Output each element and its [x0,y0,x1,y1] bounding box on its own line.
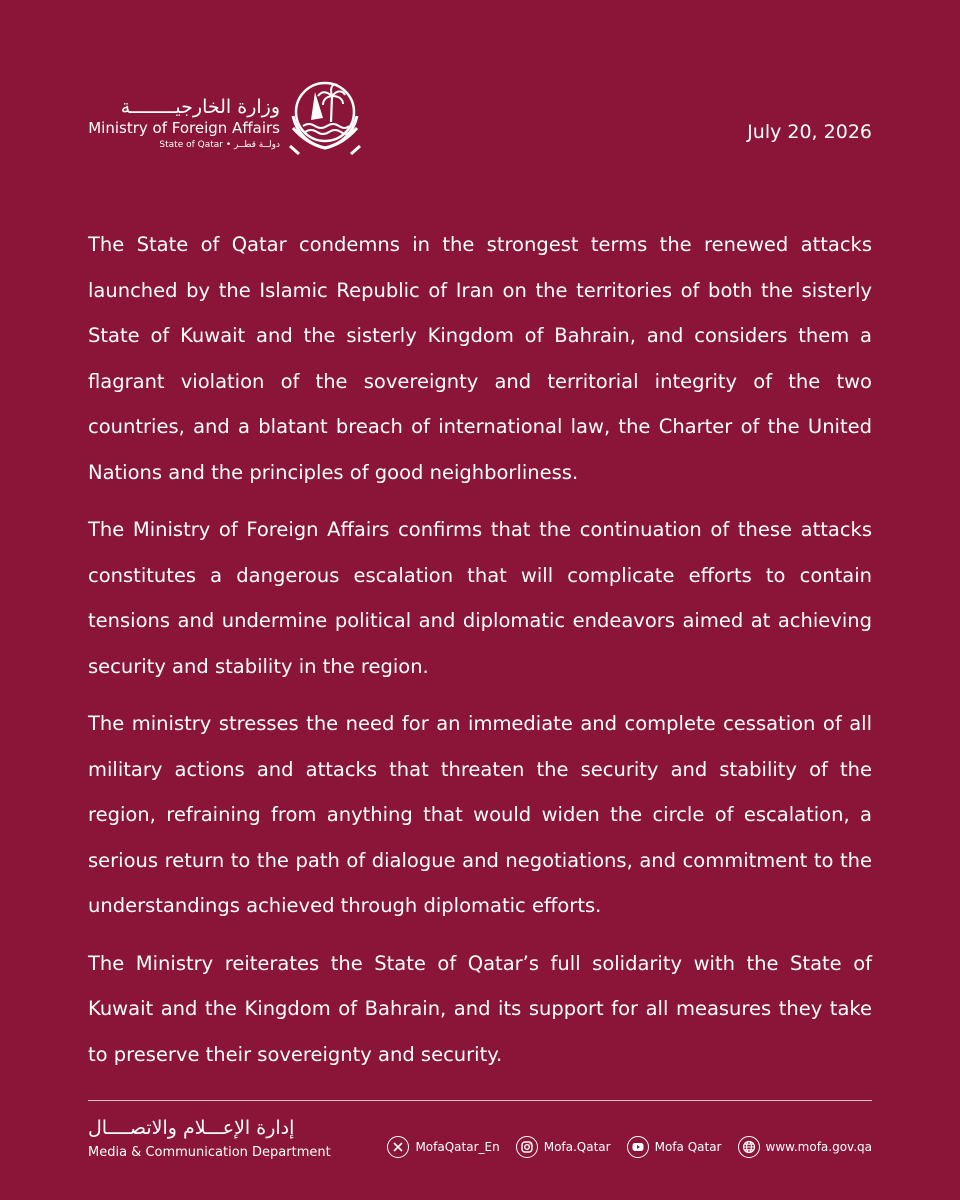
social-links [387,1134,872,1160]
footer-divider [88,1100,872,1101]
department-english-text: Media & Communication Department [88,1145,331,1160]
x-icon [387,1136,409,1158]
social-label-youtube: Mofa Qatar [654,1140,722,1154]
logo-subtitle: State of Qatar • دولــة قطــر [159,140,280,150]
statement-date: July 20, 2026 [747,121,872,143]
department-logo [88,1116,331,1162]
social-label-instagram: Mofa.Qatar [543,1140,611,1154]
social-link-instagram[interactable] [516,1136,611,1158]
social-label-website: www.mofa.gov.qa [765,1140,872,1154]
logo-english-text: Ministry of Foreign Affairs [88,119,280,137]
social-link-youtube[interactable] [627,1136,722,1158]
social-link-website[interactable] [738,1136,873,1158]
logo-arabic-text: وزارة الخارجيــــــــة [120,96,280,118]
youtube-icon [627,1136,649,1158]
social-label-x: MofaQatar_En [415,1140,500,1154]
ministry-logo [88,96,280,151]
statement-paragraph-4: The Ministry reiterates the State of Qatar’s full solidarity with the State of Kuwait and the Kingdom of Bahrain, and its support for all measures they take to preserve their sovereignty and security. [88,951,872,1066]
globe-icon [738,1136,760,1158]
statement-paragraph-2: The Ministry of Foreign Affairs confirms that the continuation of these attacks constitutes a dangerous escalation that will complicate efforts to contain tensions and undermine political and diplomatic endeavors aimed at achieving security and stability in the region. [88,518,872,678]
header [0,0,960,200]
social-link-x[interactable] [387,1136,499,1158]
statement-body [88,222,872,1089]
department-arabic-text: إدارة الإعـــلام والاتصــــال [88,1117,295,1139]
qatar-emblem-icon [285,76,365,158]
statement-paragraph-3: The ministry stresses the need for an immediate and complete cessation of all military actions and attacks that threaten the security and stability of the region, refraining from anything that would widen the circle of escalation, a serious return to the path of dialogue and negotiations, and commitment to the understandings achieved through diplomatic efforts. [88,712,872,917]
statement-paragraph-1: The State of Qatar condemns in the strongest terms the renewed attacks launched by the Islamic Republic of Iran on the territories of both the sisterly State of Kuwait and the sisterly Kingdom of Bahrain, and considers them a flagrant violation of the sovereignty and territorial integrity of the two countries, and a blatant breach of international law, the Charter of the United Nations and the principles of good neighborliness. [88,233,872,484]
instagram-icon [516,1136,538,1158]
